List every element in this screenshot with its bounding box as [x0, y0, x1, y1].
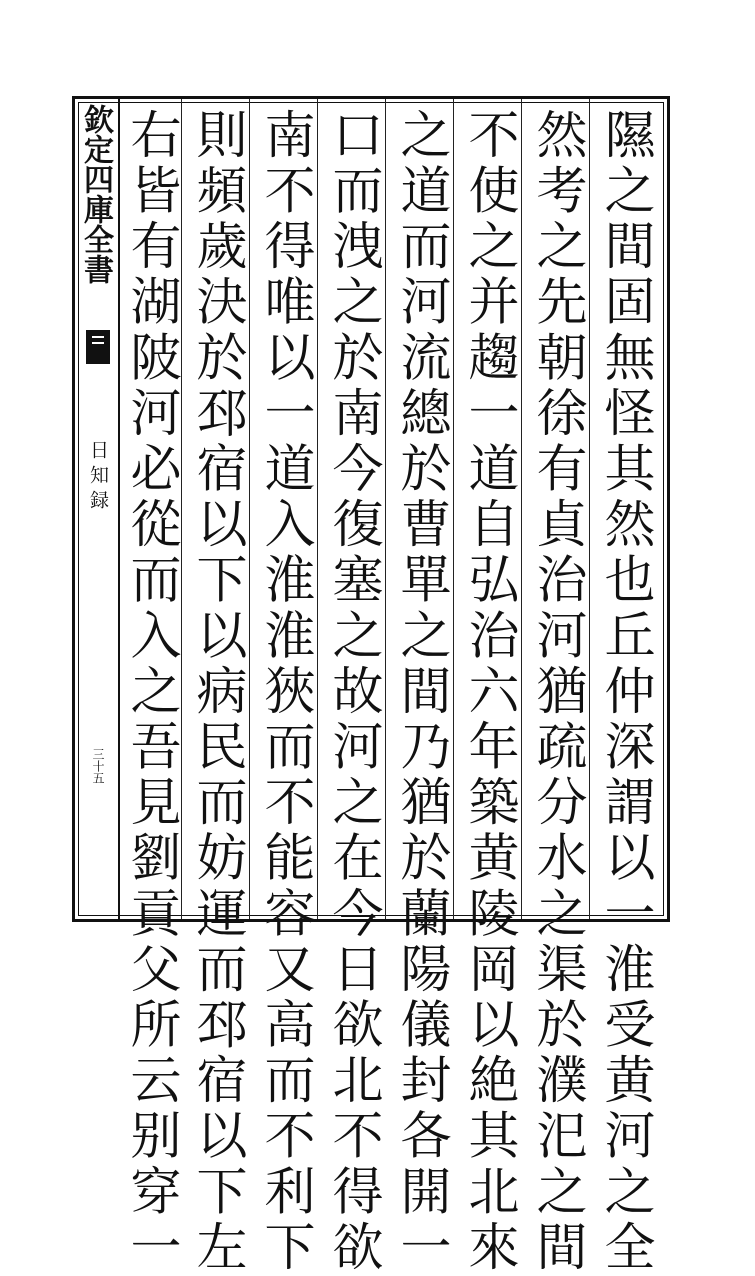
text-column-7: 則頻歲決於邳宿以下以病民而妨運而邳宿以下左	[187, 108, 246, 1276]
text-column-6: 南不得唯以一道入淮淮狹而不能容又高而不利下	[255, 108, 314, 1276]
text-column-8: 右皆有湖陂河必從而入之吾見劉貢父所云别穿一	[121, 108, 180, 1276]
fishtail-mark-icon	[86, 330, 110, 364]
text-column-5: 口而洩之於南今復塞之故河之在今日欲北不得欲	[323, 108, 382, 1276]
page-number: 三十五	[91, 748, 105, 784]
book-title: 日知録	[87, 440, 109, 515]
column-rule	[317, 99, 318, 919]
collection-title: 欽定四庫全書	[78, 104, 113, 284]
text-column-4: 之道而河流總於曹單之間乃猶於蘭陽儀封各開一	[391, 108, 450, 1276]
column-rule	[589, 99, 590, 919]
column-rule	[385, 99, 386, 919]
text-column-1: 隰之間固無怪其然也丘仲深謂以一淮受黄河之全	[595, 108, 654, 1276]
column-rule	[453, 99, 454, 919]
text-column-3: 不使之并趨一道自弘治六年築黄陵岡以絶其北來	[459, 108, 518, 1276]
column-rule	[181, 99, 182, 919]
column-rule	[521, 99, 522, 919]
column-rule	[249, 99, 250, 919]
text-column-2: 然考之先朝徐有貞治河猶疏分水之渠於濮汜之間	[527, 108, 586, 1276]
